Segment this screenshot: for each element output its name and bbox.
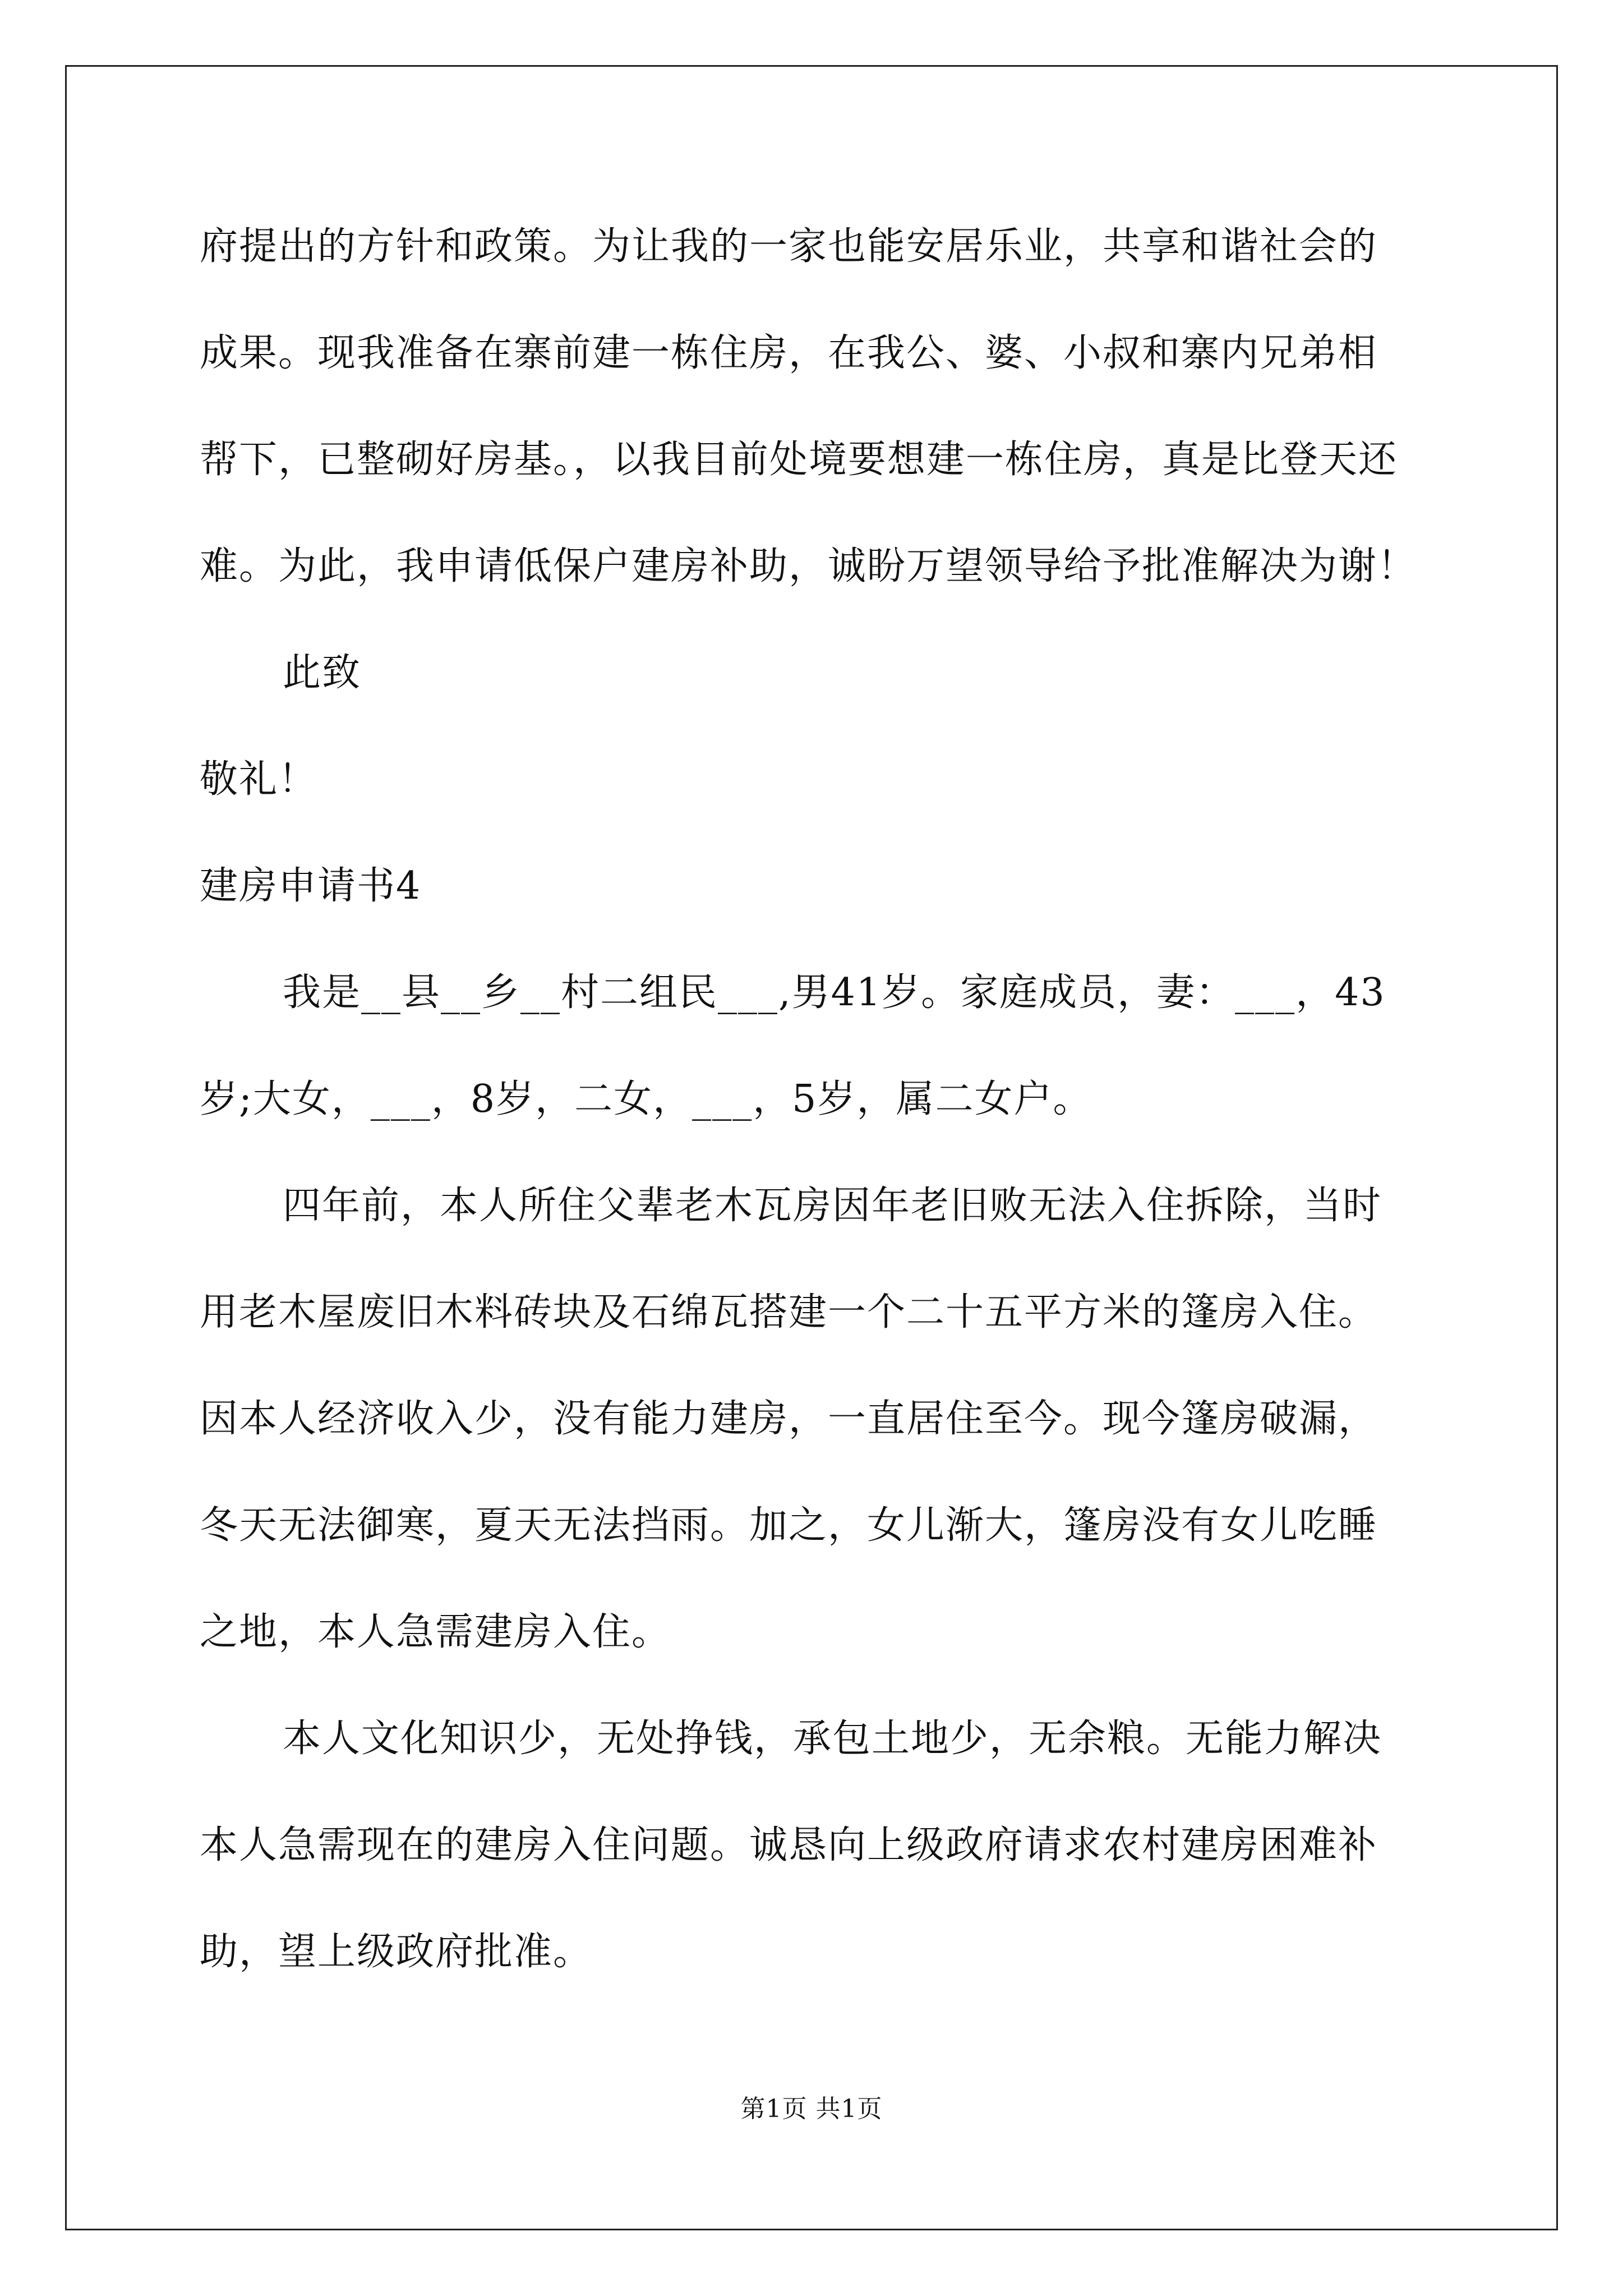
page-border <box>65 65 1558 2230</box>
closing-salutation: 此致 <box>283 651 362 695</box>
closing-regards: 敬礼！ <box>200 757 318 802</box>
paragraph-line: 助，望上级政府批准。 <box>200 1930 593 1974</box>
paragraph-line: 府提出的方针和政策。为让我的一家也能安居乐业，共享和谐社会的 <box>200 224 1378 269</box>
section-title: 建房申请书4 <box>200 864 422 908</box>
paragraph-line: 成果。现我准备在寨前建一栋住房，在我公、婆、小叔和寨内兄弟相 <box>200 331 1378 375</box>
paragraph-line: 岁;大女，___，8岁，二女，___，5岁，属二女户。 <box>200 1077 1092 1121</box>
paragraph-line: 难。为此，我申请低保户建房补助，诚盼万望领导给予批准解决为谢！ <box>200 544 1417 588</box>
paragraph-line: 因本人经济收入少，没有能力建房，一直居住至今。现今篷房破漏， <box>200 1397 1378 1441</box>
paragraph-line: 冬天无法御寒，夏天无法挡雨。加之，女儿渐大，篷房没有女儿吃睡 <box>200 1503 1378 1548</box>
paragraph-line: 四年前，本人所住父辈老木瓦房因年老旧败无法入住拆除，当时 <box>283 1184 1382 1228</box>
paragraph-line: 我是__县__乡__村二组民___,男41岁。家庭成员，妻：___，43 <box>283 970 1386 1015</box>
page-number: 第1页 共1页 <box>740 2095 883 2123</box>
paragraph-line: 之地，本人急需建房入住。 <box>200 1610 671 1654</box>
paragraph-line: 帮下，已整砌好房基。，以我目前处境要想建一栋住房，真是比登天还 <box>200 438 1398 482</box>
paragraph-line: 本人急需现在的建房入住问题。诚恳向上级政府请求农村建房困难补 <box>200 1823 1378 1867</box>
paragraph-line: 用老木屋废旧木料砖块及石绵瓦搭建一个二十五平方米的篷房入住。 <box>200 1290 1378 1335</box>
paragraph-line: 本人文化知识少，无处挣钱，承包土地少，无余粮。无能力解决 <box>283 1717 1382 1761</box>
